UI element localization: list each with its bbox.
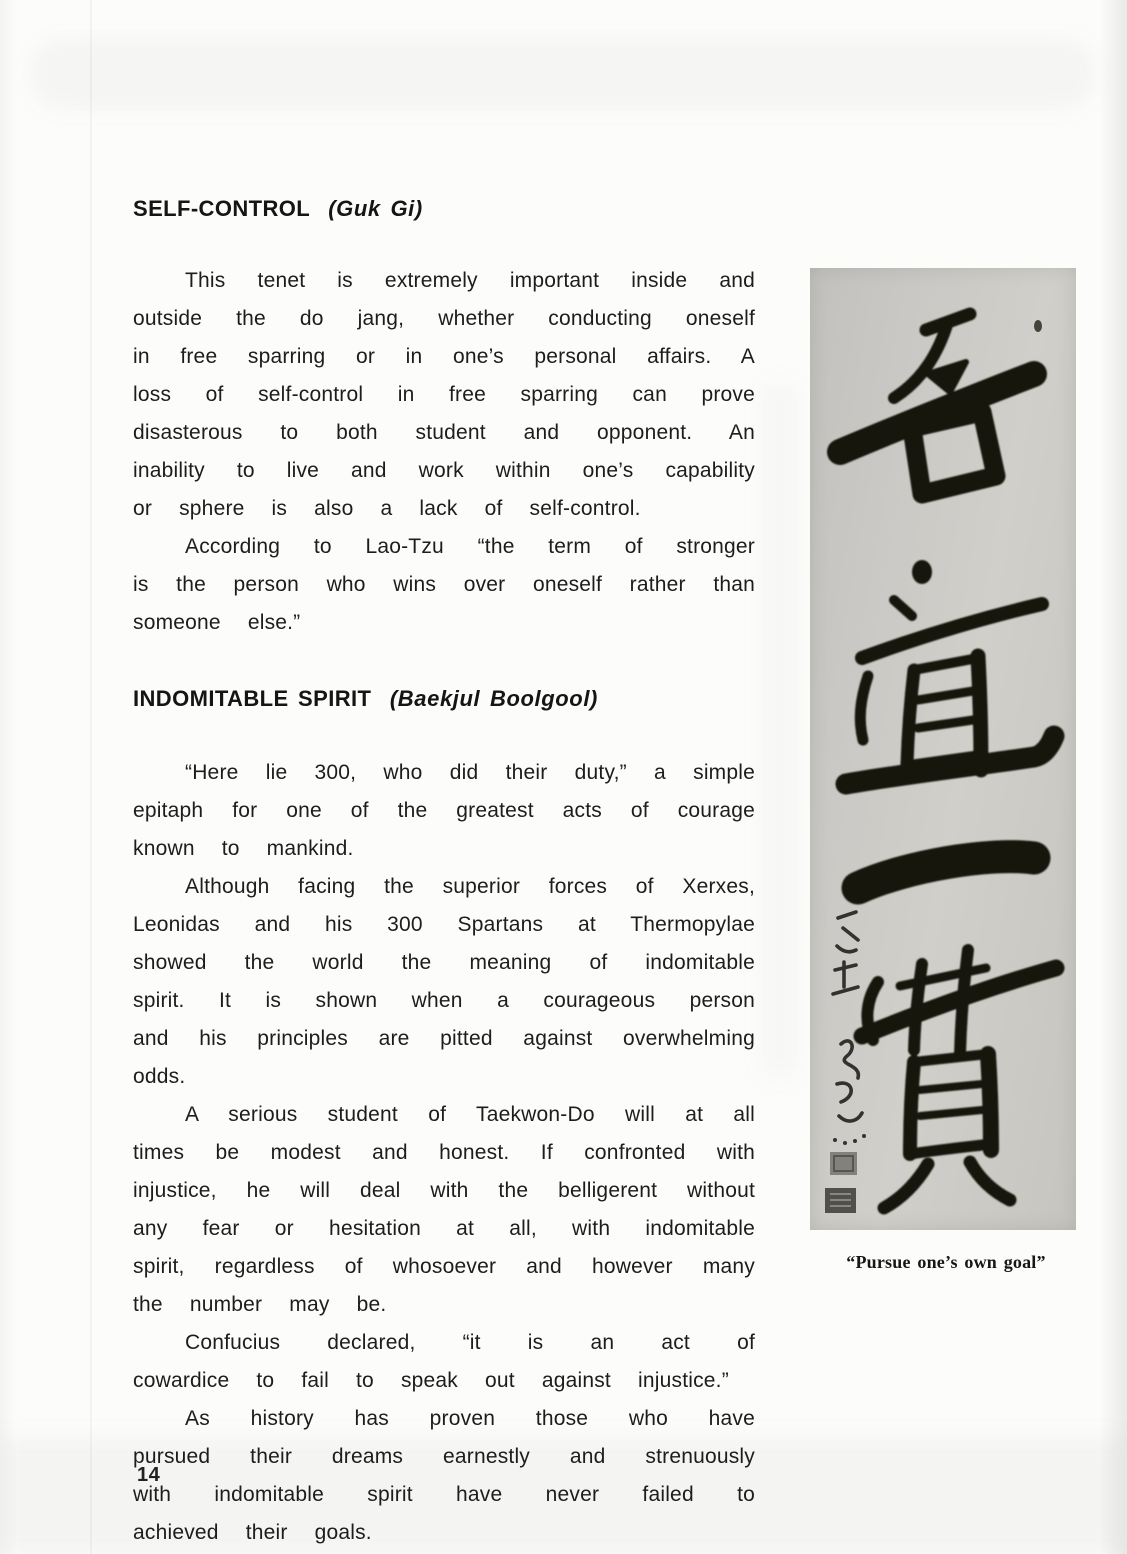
calligraphy-char-gwan — [862, 950, 1056, 1208]
paragraph: Confucius declared, “it is an act of cowardice to fail to speak out against injustice.” — [133, 1331, 755, 1392]
scan-edge-shadow — [0, 0, 16, 1554]
calligraphy-char-il — [858, 857, 1034, 888]
paragraph: As history has proven those who have pursued their dreams earnestly and strenuously with indomitable spirit have never failed to achieved their goals. — [133, 1407, 755, 1544]
artist-seals — [825, 1152, 857, 1213]
paragraph: “Here lie 300, who did their duty,” a simple epitaph for one of the greatest acts of courage known to mankind. — [133, 761, 755, 860]
heading-text: INDOMITABLE SPIRIT — [133, 686, 372, 711]
calligraphy-photo — [810, 268, 1076, 1230]
paragraph: A serious student of Taekwon-Do will at all times be modest and honest. If confronted with injustice, he will deal with the belligerent without any fear or hesitation at all, with indomitable spirit, regardless of whosoever and however many the number may be. — [133, 1103, 755, 1316]
paragraph: Although facing the superior forces of Xerxes, Leonidas and his 300 Spartans at Thermopylae showed the world the meaning of indomitable spirit. It is shown when a courageous person and his principles are pitted against overwhelming odds. — [133, 875, 755, 1088]
figure-caption: “Pursue one’s own goal” — [846, 1252, 1046, 1272]
scan-artifact — [30, 38, 1096, 110]
scroll-speck — [1034, 320, 1042, 332]
paragraph: This tenet is extremely important inside and outside the do jang, whether conducting oneself in free sparring or in one’s personal affairs. A loss of self-control in free sparring can prove disasterous to both student and opponent. An inability to live and work within one’s capability or sphere is also a lack of self-control. — [133, 269, 755, 520]
calligraphy-char-o — [840, 314, 1034, 494]
page-number: 14 — [137, 1464, 161, 1486]
text-column — [133, 196, 755, 1552]
paragraph: According to Lao-Tzu “the term of stronger is the person who wins over oneself rather than someone else.” — [133, 535, 755, 634]
heading-romanization: (Guk Gi) — [328, 196, 423, 221]
page-fold-line — [90, 0, 92, 1554]
heading-text: SELF-CONTROL — [133, 196, 310, 221]
section-heading-self-control — [133, 196, 755, 222]
calligraphy-scroll — [810, 268, 1076, 1230]
scan-artifact — [760, 380, 800, 1080]
calligraphy-char-do — [846, 560, 1054, 784]
heading-romanization: (Baekjul Boolgool) — [389, 686, 598, 711]
calligraphy-ink — [840, 314, 1056, 1208]
scan-edge-shadow — [1099, 0, 1127, 1554]
section-heading-indomitable-spirit — [133, 686, 755, 712]
